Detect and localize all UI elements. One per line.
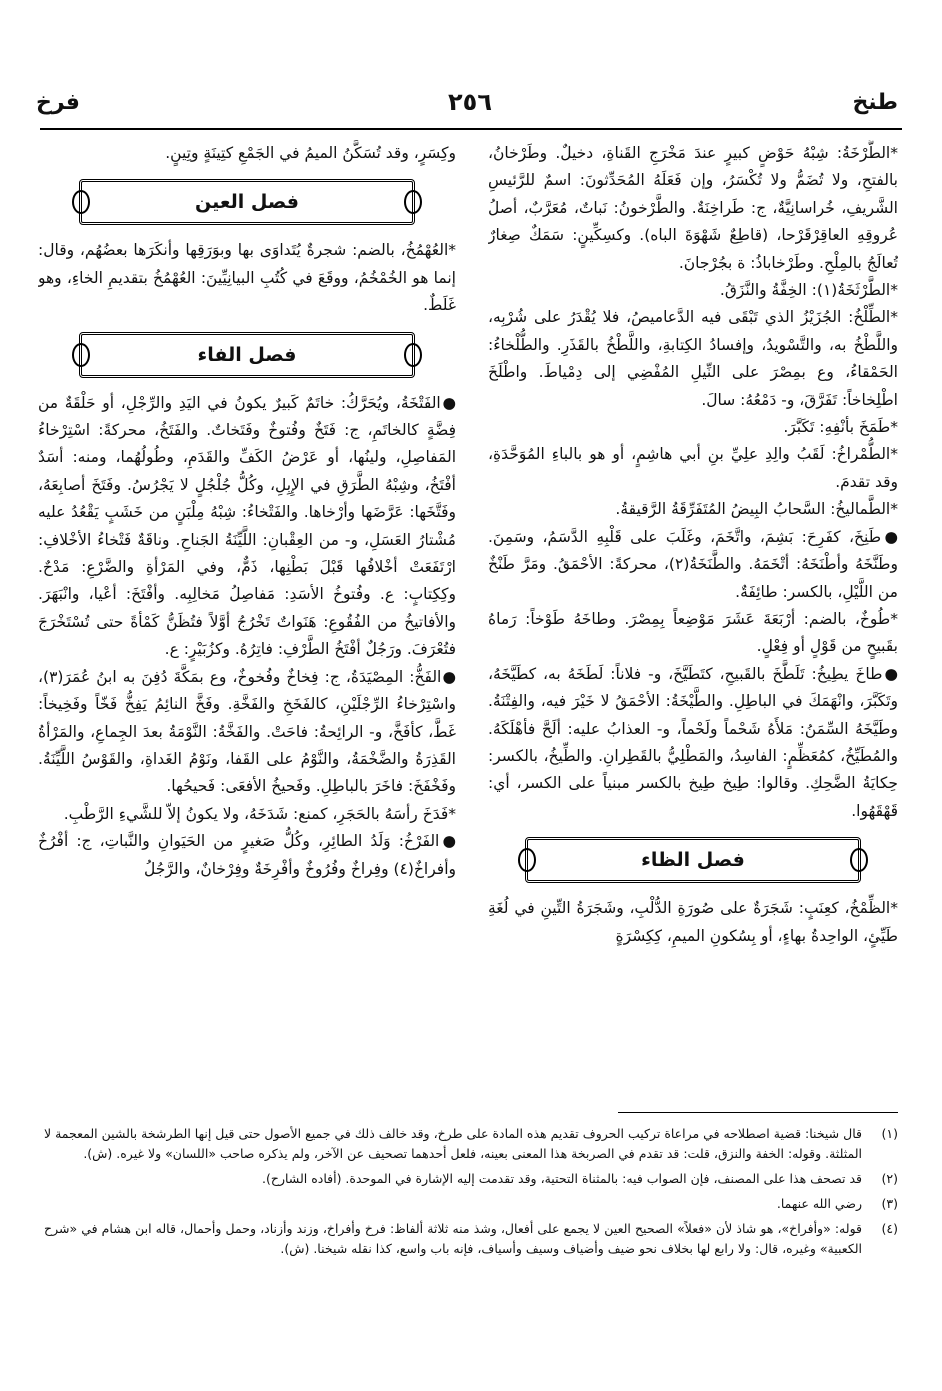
entry-paragraph: *الظِّمْخُ، كعِنَبٍ: شَجَرَةٌ على صُورَةِ الدُّلْبِ، وشَجَرَةُ التِّينِ في لُغَةِ طَيِّئٍ، الواحِدةُ بهاءٍ، أو بِسُكونِ الميمِ، كِكِسْرَةٍ — [488, 899, 898, 945]
section-banner-zaa — [525, 837, 861, 883]
entry-paragraph: *الطَّماليخُ: السَّحابُ البِيضُ المُتَفَرِّقَةُ الرَّقيقةُ. — [615, 500, 898, 519]
entry-paragraph: *طَمَخَ بأنْفِهِ: تَكَبَّرَ. — [783, 418, 898, 437]
entry-paragraph: ●الفَخُّ: المِصْيَدَةُ، ج: فِخاخٌ وفُخوخٌ، وع بمَكَّةَ دُفِنَ به ابنُ عُمَرَ(٣)، واسْتِرْخاءُ الرِّجْلَيْنِ، كالفَخَخِ والفَخَّةِ. وفَخَّ النائِمُ يَفِخُّ فَخّاً وفَخِيخاً: غَطَّ، كأفَخَّ، و- الرائِحةُ: فاحَتْ. والفَخَّةُ: النَّوْمَةُ بعدَ الجِماعِ، والمَرْأةُ القَذِرَةُ والضَّخْمَةُ، والنَّوْمُ على القَفا، ونَوْمُ الغَداةِ، والقَوْسُ اللَّيِّنَةُ. وفَخْفَخَ: فاخَرَ بالباطِلِ. وفَحيخُ الأفعَى: فَحيحُها. — [38, 667, 456, 796]
left-column — [38, 140, 456, 1100]
footnote-text: رضي الله عنهما. — [776, 1196, 862, 1211]
footnote-number: (٤) — [881, 1221, 898, 1236]
header-left-word: فرخ — [36, 90, 80, 115]
entry-paragraph: ●طاخَ يطِيخُ: تَلَطَّخَ بالقَبيحِ، كتَطَيَّخَ، و- فلاناً: لَطَخَهُ به، كطَيَّخَهُ، وتَكَبَّرَ، وانْهَمَكَ في الباطِلِ. والطَّيْخَةُ: الأحْمَقُ لا خَيْرَ فيه، والفِتْنَةُ. وطَيَّخَهُ السِّمَنُ: مَلأَهُ شَحْماً ولَحْماً، و- العذابُ عليه: ألَحَّ فأهْلَكَهُ. والمُطَيِّخُ، كمُعَظِّمٍ: الفاسِدُ، والمَطْلِيُّ بالقَطِرانِ. والطِّيخُ، بالكسر: حِكايَةُ الضَّحِكِ. وقالوا: طِيخ طِيخ بالكسر مبنياً على الكسر، أي: قَهْقَهُوا. — [488, 664, 898, 820]
section-banner-ain — [79, 179, 415, 225]
section-title: فصل الفاء — [197, 343, 297, 366]
entry-paragraph: *الطَّرْثَخَةُ(١): الخِفَّةُ والنَّزَقُ. — [719, 281, 898, 300]
header-right-word: طنخ — [852, 90, 898, 115]
section-banner-faa — [79, 332, 415, 378]
header-rule — [40, 128, 902, 130]
footnote-text: قوله: «وأفراخ»، هو شاذ لأن «فعلاً» الصحيح العين لا يجمع على أفعال، وشذ منه ثلاثة ألفاظ: فرخ وأفراخ، وزند وأزناد، وحمل وأحمال، قاله ابن هشام في «شرح الكعبية» وغيره، قال: ولا رابع لها بخلاف نحو ضيف وأضياف وسيف وأسياف، فإنه باب واسع، كذا نقله شيخنا. (ش). — [44, 1221, 862, 1256]
continuation-paragraph: وكِسَرٍ، وقد تُسَكَّنُ الميمُ في الجَمْعِ كتِينَةٍ وتِينٍ. — [165, 144, 456, 162]
page-number: ٢٥٦ — [448, 88, 492, 116]
footnote-number: (٢) — [881, 1171, 898, 1186]
footnote — [44, 1169, 898, 1189]
footnote-rule — [618, 1112, 898, 1113]
entry-paragraph: *الطُّمْراخُ: لَقَبُ والِدِ علِيِّ بنِ أبي هاشِمٍ، أو هو بالباءِ المُوَحَّدَةِ، وقد تقدمَ. — [488, 445, 898, 491]
footnote-number: (١) — [881, 1126, 898, 1141]
footnote — [44, 1219, 898, 1259]
section-title: فصل الظاء — [641, 849, 745, 872]
entry-paragraph: *الطَّرْخَةُ: شِبْهُ حَوْضٍ كبيرٍ عندَ مَخْرَجِ القَناةِ، دخيلٌ. وطَرْخانُ، بالفتحِ، ولا تُضَمُّ ولا تُكْسَرُ، وإن فَعَلَهُ المُحَدِّثونَ: اسمٌ للرَّئيسِ الشَّريفِ، خُراسانِيَّةٌ، ج: طَراخِنَةٌ. والطَّرْخونُ: نَباتٌ، مُعَرَّبٌ، أصلُ عُروقِهِ العاقِرْقَرْحا، (قاطِعٌ شَهْوَةَ الباه). وكسِكِّينٍ: سَمَكٌ صِغارٌ تُعالَجُ بالمِلْحِ. وطَرْخاباذُ: ة بجُرْجانَ. — [488, 144, 898, 272]
footnote-text: قد تصحف هذا على المصنف، فإن الصواب فيه: بالمثناة التحتية، وقد تقدمت إليه الإشارة في الموحدة. (أفاده الشارح). — [262, 1171, 862, 1186]
section-title: فصل العين — [195, 191, 299, 214]
entry-paragraph: ●الفَتْخَةُ، ويُحَرَّكُ: خاتَمٌ كَبيرٌ يكونُ في اليَدِ والرِّجْلِ، أو حَلْقَةٌ من فِضَّةٍ كالخاتَمِ، ج: فَتَخٌ وفُتوخٌ وفَتَخاتٌ. والفَتَخُ، محركةً: اسْتِرْخاءُ المَفاصِلِ، ولينُها، أو عَرْضُ الكَفِّ والقَدَمِ، وطُولُهُما، ومنه: أسَدٌ أفْتَخُ، وشِبْهُ الطَّرَقِ في الإِبِلِ، وكُلُّ جُلْجُلٍ لا يَجْرُسُ. وفَتَخَ أصابِعَهُ، وفَتَّخَها: عَرَّضَها وأرْخاها. والفَتْخاءُ: شِبْهُ مِلْبَنٍ من خَشَبٍ يَقْعُدُ عليه مُشْتارُ العَسَلِ، و- من العِقْبانِ: اللَّيِّنَةُ الجَناحِ. وناقَةٌ فَتْخاءُ الأخْلافِ: ارْتَفَعَتْ أخْلافُها قَبْلَ بَطْنِها، ذَمٌّ، وفي المَرْأةِ والضَّرْعِ: مَدْحٌ. وكِكِتابٍ: ع. وفُتوخُ الأسَدِ: مَفاصِلُ مَخالِبِه. وأفْتَخَ: أعْيا، وانْبَهَرَ. والأفاتيخُ من الفُقُوعِ: هَنَواتٌ تَخْرُجُ أوَّلاً فتُظَنُّ كَمْأةً حتى تُسْتَخْرَجَ فتُعْرَفَ. ورَجُلٌ أفْتَخُ الطَّرْفِ: فاتِرُهُ. وكزُبَيْرٍ: ع. — [38, 393, 456, 659]
footnote — [44, 1124, 898, 1164]
right-column — [488, 140, 898, 1100]
footnote-text: قال شيخنا: قضية اصطلاحه في مراعاة تركيب الحروف تقديم هذه المادة على طرخ، وقد خالف ذلك في جميع الأصول حتى قيل إنها الطرشخة بالشين المعجمة لا المثلثة. وقوله: الخفة والنزق، قلت: قد تقدم في الصربخة هذا المعنى بعينه، فلعل أحدهما تصحيف عن الآخر، ولم يذكره صاحب «اللسان» ولا غيره. (ش). — [44, 1126, 862, 1161]
footnote-number: (٣) — [881, 1196, 898, 1211]
footnotes — [44, 1124, 898, 1264]
entry-paragraph: *العُهْمُخُ، بالضم: شجرةٌ يُتَداوَى بها وبوَرَقِها وأنكَرَها بعضُهُم، وقال: إنما هو الخُمْخُمُ، ووقَعَ في كُتُبِ البيانِيِّينَ: العُهْمُخُ بتقديمِ الخاءِ، وهو غَلَطٌ. — [38, 241, 456, 315]
entry-paragraph: ●طَنِخَ، كفَرِحَ: بَشِمَ، واتَّخَمَ، وغَلَبَ على قَلْبِهِ الدَّسَمُ، وسَمِنَ. وطَنَّخَهُ وأطْنَخَهُ: أتْخَمَهُ. والطَّنَخَةُ(٢)، محركةً: الأحْمَقُ. ومَرَّ طَنْخٌ من اللَّيْلِ، بالكسر: طائِفَةٌ. — [488, 527, 898, 601]
footnote — [44, 1194, 898, 1214]
entry-paragraph: *طُوخٌ، بالضم: أرْبَعَةَ عَشَرَ مَوْضِعاً بِمِصْرَ. وطاخَهُ طَوْخاً: رَماهُ بقَبيحٍ من قَوْلٍ أو فِعْلٍ. — [488, 609, 898, 656]
entry-paragraph: ●الفَرْخُ: وَلَدُ الطائِرِ، وكُلُّ صَغيرٍ من الحَيَوانِ والنَّباتِ، ج: أفْرُخٌ وأفراخٌ(٤) وفِراخٌ وفُرُوخٌ وأفْرِخَةٌ وفِرْخانٌ، والرَّجُلُ — [38, 832, 456, 878]
entry-paragraph: *فَدَخَ رأسَهُ بالحَجَرِ، كمنع: شَدَخَهُ، ولا يكونُ إلاّ للشَّيءِ الرَّطْبِ. — [63, 804, 456, 823]
entry-paragraph: *الطِّلْخُ: الجُزَيْزُ الذي تَبْقَى فيه الدَّعاميصُ، فلا يُقْدَرُ على شُرْبِه، واللَّطْخُ به، والتَّسْويدُ، وإفسادُ الكِتابةِ، واللَّطْخُ بالقَذَرِ. والطُّلْخاءُ: الحَمْقاءُ، وع بمِصْرَ على النِّيلِ المُفْضِي إلى دِمْياطَ. واطْلَخَ اطْلِخاخاً: تَفَرَّقَ، و- دَمْعُهُ: سالَ. — [488, 308, 898, 409]
